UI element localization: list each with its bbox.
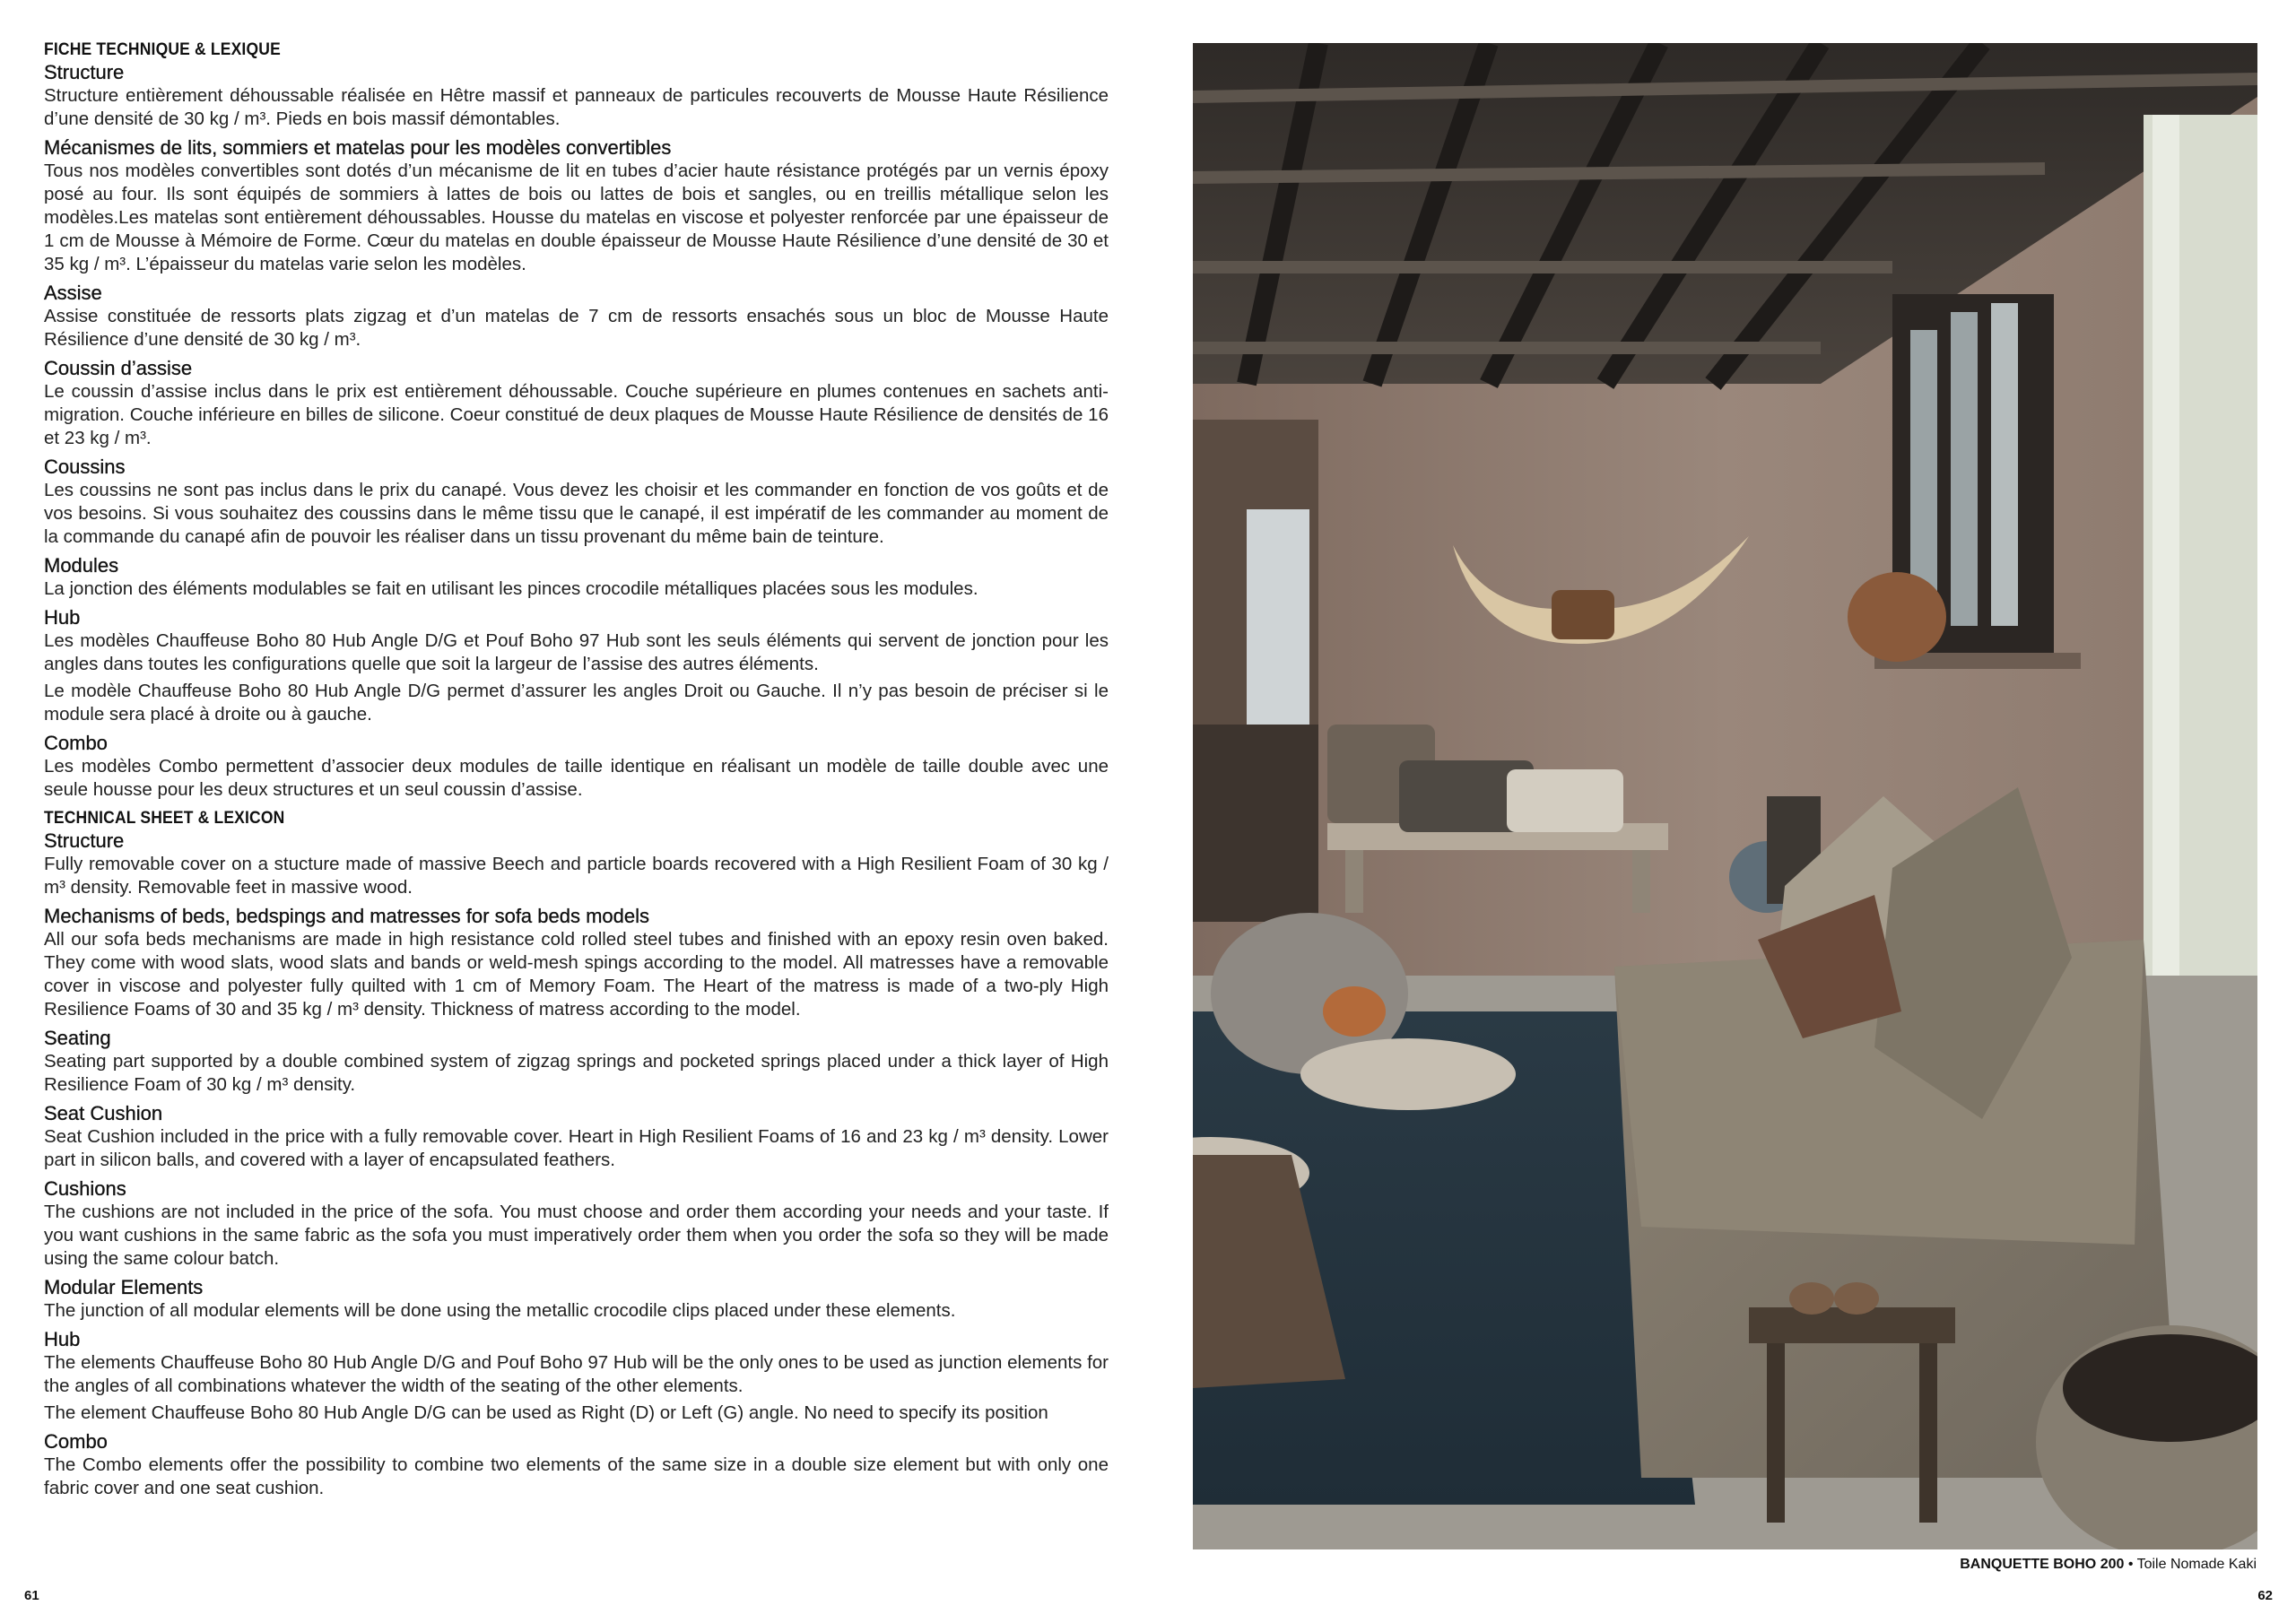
section-title: Mécanismes de lits, sommiers et matelas pour les modèles convertibles	[44, 136, 672, 159]
section-paragraph: The cushions are not included in the price of the sofa. You must choose and order them according your needs and your taste. If you want cushions in the same fabric as the sofa you must imperatively order them when you order the sofa so they will be made using the same colour batch.	[44, 1202, 1109, 1269]
section-paragraph: Les modèles Combo permettent d’associer deux modules de taille identique en réalisant un modèle de taille double avec une seule housse pour les deux structures et un seul coussin d’assise.	[44, 756, 1109, 800]
section-title: Coussin d’assise	[44, 357, 193, 379]
english-spec-block	[44, 808, 1109, 1500]
section-title: Hub	[44, 606, 81, 629]
section-paragraph: Seating part supported by a double combined system of zigzag springs and pocketed springs placed under a thick layer of High Resilience Foam of 30 kg / m³ density.	[44, 1051, 1109, 1095]
section-paragraph: Les modèles Chauffeuse Boho 80 Hub Angle D/G et Pouf Boho 97 Hub sont les seuls éléments qui servent de jonction pour les angles dans toutes les configurations quelle que soit la largeur de l’assise des autres éléments.	[44, 630, 1109, 674]
section-title: Combo	[44, 732, 108, 754]
living-room-photo	[1193, 43, 2257, 1549]
caption-fabric: Toile Nomade Kaki	[2136, 1557, 2257, 1572]
photo-caption	[1960, 1557, 2257, 1573]
english-heading: TECHNICAL SHEET & LEXICON	[44, 809, 285, 828]
french-spec-block	[44, 39, 1109, 802]
section-title: Hub	[44, 1328, 81, 1350]
section-paragraph: Le modèle Chauffeuse Boho 80 Hub Angle D/G permet d’assurer les angles Droit ou Gauche. Il n’y pas besoin de préciser si le module sera placé à droite ou à gauche.	[44, 681, 1109, 725]
section-paragraph: Tous nos modèles convertibles sont dotés d’un mécanisme de lit en tubes d’acier haute résistance protégés par un vernis époxy posé au four. Ils sont équipés de sommiers à lattes de bois ou lattes de bois et sangles, ou en treillis métallique selon les modèles.Les matelas sont entièrement déhoussables. Housse du matelas en viscose et polyester renforcée par une épaisseur de 1 cm de Mousse à Mémoire de Forme. Cœur du matelas en double épaisseur de Mousse Haute Résilience d’une densité de 30 et 35 kg / m³. L’épaisseur du matelas varie selon les modèles.	[44, 161, 1109, 274]
section-paragraph: La jonction des éléments modulables se fait en utilisant les pinces crocodile métalliques placées sous les modules.	[44, 578, 978, 599]
section-title: Cushions	[44, 1177, 126, 1200]
section-title: Coussins	[44, 456, 126, 478]
section-paragraph: Fully removable cover on a stucture made of massive Beech and particle boards recovered with a High Resilient Foam of 30 kg / m³ density. Removable feet in massive wood.	[44, 854, 1109, 898]
caption-separator: •	[2124, 1557, 2137, 1572]
section-paragraph: All our sofa beds mechanisms are made in high resistance cold rolled steel tubes and finished with an epoxy resin oven baked. They come with wood slats, wood slats and bands or weld-mesh spings according to the model. All matresses have a removable cover in viscose and polyester fully quilted with 1 cm of Memory Foam. The Heart of the matress is made of a two-ply High Resilience Foams of 30 and 35 kg / m³ density. Thickness of matress according to the model.	[44, 929, 1109, 1020]
section-paragraph: Assise constituée de ressorts plats zigzag et d’un matelas de 7 cm de ressorts ensachés sous un bloc de Mousse Haute Résilience d’une densité de 30 kg / m³.	[44, 306, 1109, 350]
section-title: Structure	[44, 61, 125, 83]
section-title: Seating	[44, 1027, 111, 1049]
page-number-right: 62	[2257, 1588, 2273, 1603]
section-paragraph: The element Chauffeuse Boho 80 Hub Angle D/G can be used as Right (D) or Left (G) angle. No need to specify its position	[44, 1402, 1048, 1423]
section-paragraph: The elements Chauffeuse Boho 80 Hub Angle D/G and Pouf Boho 97 Hub will be the only ones to be used as junction elements for the angles of all combinations whatever the width of the seating of the other elements.	[44, 1352, 1109, 1396]
section-title: Modular Elements	[44, 1276, 204, 1298]
section-title: Mechanisms of beds, bedspings and matresses for sofa beds models	[44, 905, 650, 927]
page-number-left: 61	[24, 1588, 39, 1603]
section-title: Assise	[44, 282, 102, 304]
section-title: Combo	[44, 1430, 108, 1453]
section-title: Seat Cushion	[44, 1102, 163, 1124]
section-paragraph: Le coussin d’assise inclus dans le prix est entièrement déhoussable. Couche supérieure en plumes contenues en sachets anti-migration. Couche inférieure en billes de silicone. Coeur constitué de deux plaques de Mousse Haute Résilience de densités de 16 et 23 kg / m³.	[44, 381, 1109, 448]
section-paragraph: Les coussins ne sont pas inclus dans le prix du canapé. Vous devez les choisir et les commander en fonction de vos goûts et de vos besoins. Si vous souhaitez des coussins dans le même tissu que le canapé, il est impératif de les commander au moment de la commande du canapé afin de pouvoir les réaliser dans un tissu provenant du même bain de teinture.	[44, 480, 1109, 547]
section-title: Modules	[44, 554, 119, 577]
section-paragraph: The junction of all modular elements will be done using the metallic crocodile clips placed under these elements.	[44, 1300, 956, 1321]
section-paragraph: The Combo elements offer the possibility to combine two elements of the same size in a double size element but with only one fabric cover and one seat cushion.	[44, 1454, 1109, 1498]
section-title: Structure	[44, 829, 125, 852]
section-paragraph: Structure entièrement déhoussable réalisée en Hêtre massif et panneaux de particules recouverts de Mousse Haute Résilience d’une densité de 30 kg / m³. Pieds en bois massif démontables.	[44, 85, 1109, 129]
french-heading: FICHE TECHNIQUE & LEXIQUE	[44, 40, 281, 59]
caption-model: BANQUETTE BOHO 200	[1960, 1557, 2125, 1572]
section-paragraph: Seat Cushion included in the price with a fully removable cover. Heart in High Resilient Foams of 16 and 23 kg / m³ density. Lower part in silicon balls, and covered with a layer of encapsulated feathers.	[44, 1126, 1109, 1170]
spec-column	[44, 39, 1109, 1500]
